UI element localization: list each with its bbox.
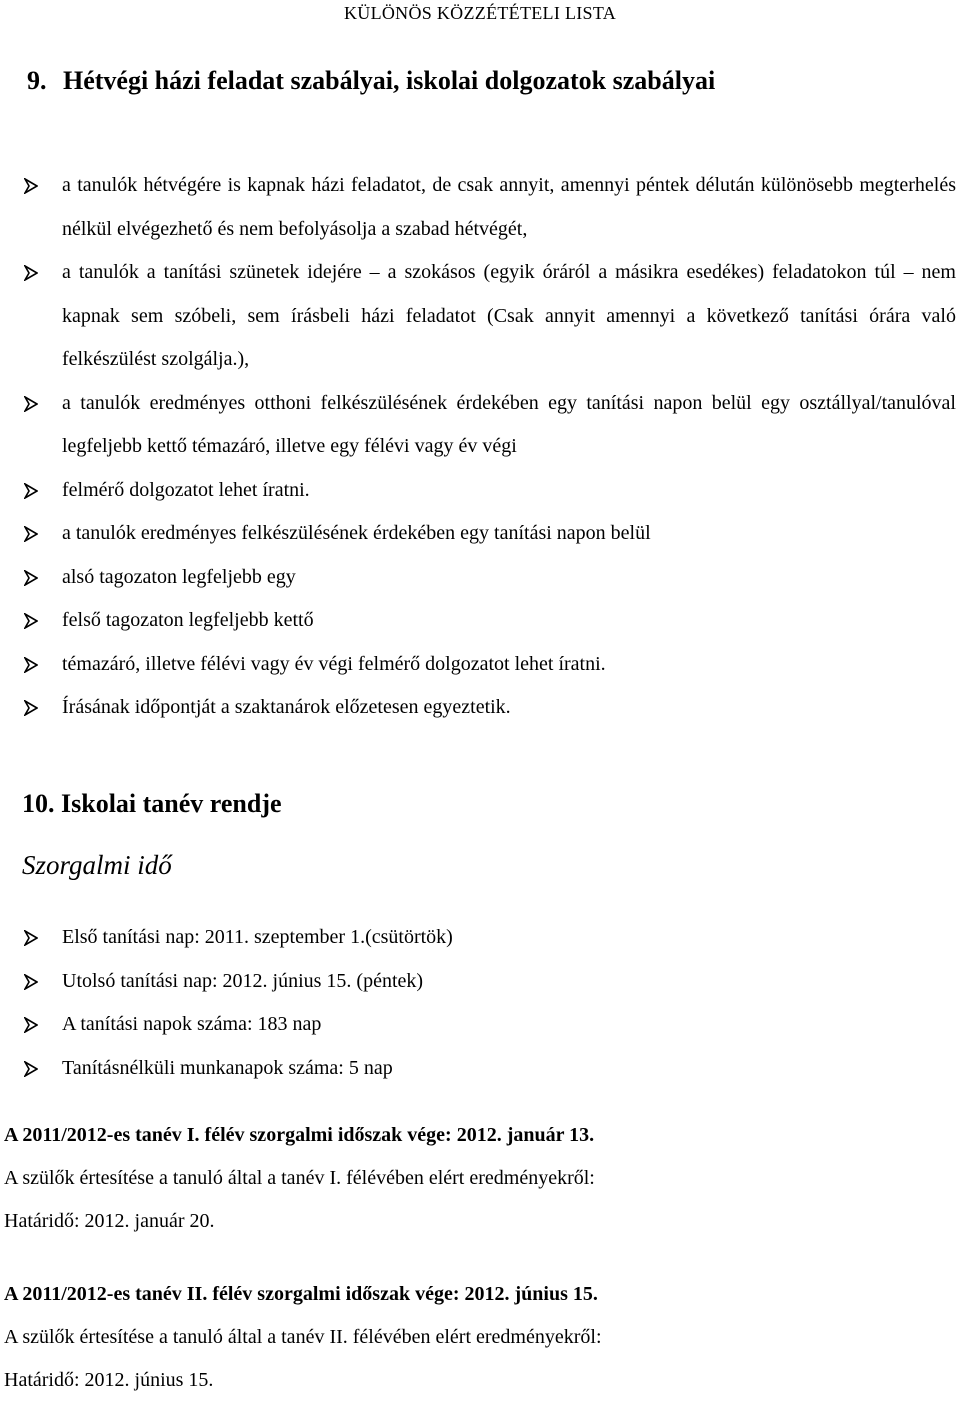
arrow-bullet-icon xyxy=(24,1017,38,1033)
section-9-list xyxy=(24,164,956,730)
semester-1-deadline: Határidő: 2012. január 20. xyxy=(4,1210,215,1232)
semester-2-heading: A 2011/2012-es tanév II. félév szorgalmi időszak vége: 2012. június 15. xyxy=(4,1283,598,1305)
list-item: Első tanítási nap: 2011. szeptember 1.(csütörtök) xyxy=(24,916,956,960)
list-item: a tanulók a tanítási szünetek idejére – a szokásos (egyik óráról a másikra esedékes) feladatokon túl – nem kapnak sem szóbeli, sem írásbeli házi feladatot (Csak annyit amennyi a következő tanítási órára való felkészülést szolgálja.), xyxy=(24,251,956,382)
section-10-title: Iskolai tanév rendje xyxy=(61,789,282,818)
arrow-bullet-icon xyxy=(24,526,38,542)
arrow-bullet-icon xyxy=(24,930,38,946)
section-9-title: Hétvégi házi feladat szabályai, iskolai dolgozatok szabályai xyxy=(63,66,716,95)
arrow-bullet-icon xyxy=(24,974,38,990)
semester-2-notice: A szülők értesítése a tanuló által a tanév II. félévében elért eredményekről: xyxy=(4,1326,602,1348)
list-item: a tanulók eredményes otthoni felkészülésének érdekében egy tanítási napon belül egy osztállyal/tanulóval legfeljebb kettő témazáró, illetve egy félévi vagy év végi xyxy=(24,382,956,469)
list-item: a tanulók eredményes felkészülésének érdekében egy tanítási napon belül xyxy=(24,512,956,556)
list-item: a tanulók hétvégére is kapnak házi feladatot, de csak annyit, amennyi péntek délután különösebb megterhelés nélkül elvégezhető és nem befolyásolja a szabad hétvégét, xyxy=(24,164,956,251)
arrow-bullet-icon xyxy=(24,1061,38,1077)
list-item: témazáró, illetve félévi vagy év végi felmérő dolgozatot lehet íratni. xyxy=(24,643,956,687)
section-10-number: 10. xyxy=(22,789,55,818)
semester-2-block xyxy=(4,1273,602,1402)
list-item: Utolsó tanítási nap: 2012. június 15. (péntek) xyxy=(24,960,956,1004)
page-header: KÜLÖNÖS KÖZZÉTÉTELI LISTA xyxy=(343,3,616,23)
arrow-bullet-icon xyxy=(24,265,38,281)
arrow-bullet-icon xyxy=(24,178,38,194)
section-10-list xyxy=(24,916,956,1090)
list-item: alsó tagozaton legfeljebb egy xyxy=(24,556,956,600)
section-9-number: 9. xyxy=(27,66,47,95)
semester-1-heading: A 2011/2012-es tanév I. félév szorgalmi időszak vége: 2012. január 13. xyxy=(4,1124,595,1146)
arrow-bullet-icon xyxy=(24,396,38,412)
arrow-bullet-icon xyxy=(24,570,38,586)
semester-2-deadline: Határidő: 2012. június 15. xyxy=(4,1369,214,1391)
section-10-subtitle: Szorgalmi idő xyxy=(22,850,172,880)
list-item: felmérő dolgozatot lehet íratni. xyxy=(24,469,956,513)
arrow-bullet-icon xyxy=(24,700,38,716)
list-item: A tanítási napok száma: 183 nap xyxy=(24,1003,956,1047)
semester-1-block xyxy=(4,1114,595,1243)
semester-1-notice: A szülők értesítése a tanuló által a tanév I. félévében elért eredményekről: xyxy=(4,1167,595,1189)
section-10-heading xyxy=(22,789,282,819)
list-item: Írásának időpontját a szaktanárok előzetesen egyeztetik. xyxy=(24,686,956,730)
section-9-heading xyxy=(27,66,715,96)
arrow-bullet-icon xyxy=(24,613,38,629)
arrow-bullet-icon xyxy=(24,657,38,673)
list-item: Tanításnélküli munkanapok száma: 5 nap xyxy=(24,1047,956,1091)
list-item: felső tagozaton legfeljebb kettő xyxy=(24,599,956,643)
arrow-bullet-icon xyxy=(24,483,38,499)
